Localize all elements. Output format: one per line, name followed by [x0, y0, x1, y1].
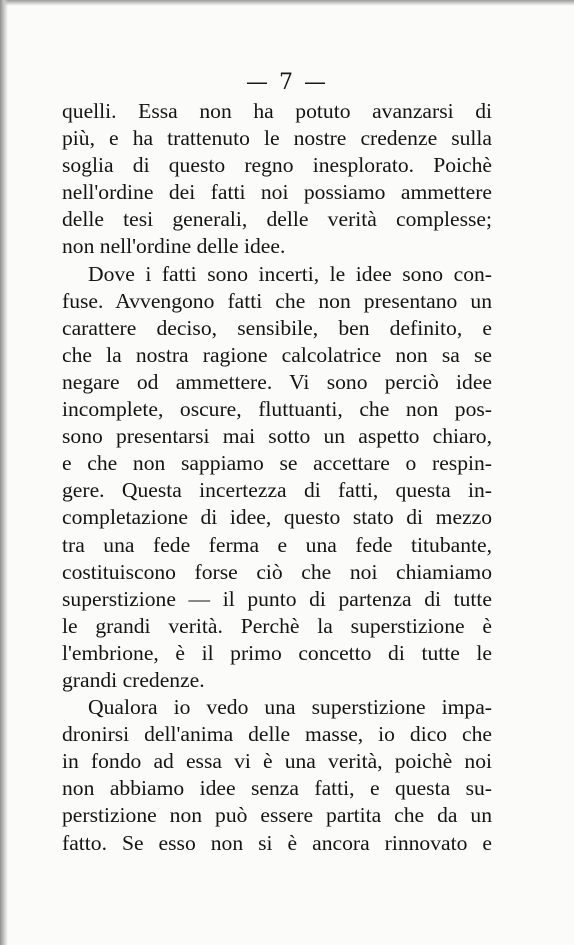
text-line: tra una fede ferma e una fede titubante,	[62, 532, 492, 557]
text-line: l'embrione, è il primo concetto di tutte le	[62, 640, 492, 665]
text-line: negare od ammettere. Vi sono perciò idee	[62, 369, 492, 394]
text-line: sono presentarsi mai sotto un aspetto chiaro,	[62, 424, 492, 449]
text-line: non abbiamo idee senza fatti, e questa su-	[62, 776, 492, 801]
text-line: superstizione — il punto di partenza di tutte	[62, 586, 492, 611]
text-line: incomplete, oscure, fluttuanti, che non pos-	[62, 397, 492, 422]
text-line: quelli. Essa non ha potuto avanzarsi di	[62, 99, 492, 123]
text-line: che la nostra ragione calcolatrice non sa se	[62, 342, 492, 367]
text-line: costituiscono forse ciò che noi chiamiamo	[62, 559, 492, 584]
text-line: grandi credenze.	[62, 667, 205, 692]
text-line: più, e ha trattenuto le nostre credenze sulla	[62, 126, 492, 151]
text-line: dronirsi dell'anima delle masse, io dico che	[62, 722, 492, 747]
text-line: e che non sappiamo se accettare o respin-	[62, 451, 492, 476]
text-line: fuse. Avvengono fatti che non presentano un	[62, 288, 492, 313]
page-number: — 7 —	[246, 70, 328, 95]
page-top-edge	[0, 0, 574, 6]
text-line: gere. Questa incertezza di fatti, questa in-	[62, 478, 492, 503]
text-line: delle tesi generali, delle verità complesse;	[62, 207, 492, 232]
text-line: non nell'ordine delle idee.	[62, 234, 286, 259]
text-line: le grandi verità. Perchè la superstizione è	[62, 613, 492, 638]
text-line: Dove i fatti sono incerti, le idee sono con-	[88, 261, 492, 286]
text-line: nell'ordine dei fatti noi possiamo ammettere	[62, 180, 492, 205]
text-line: Qualora io vedo una superstizione impa-	[88, 695, 492, 720]
text-line: in fondo ad essa vi è una verità, poichè noi	[62, 749, 492, 774]
text-line: fatto. Se esso non si è ancora rinnovato e	[62, 830, 492, 855]
text-line: soglia di questo regno inesplorato. Poichè	[62, 153, 492, 178]
text-line: perstizione non può essere partita che da un	[62, 803, 492, 828]
text-line: completazione di idee, questo stato di mezzo	[62, 505, 492, 530]
page-gutter-edge	[0, 0, 8, 945]
text-line: carattere deciso, sensibile, ben definito, e	[62, 315, 492, 340]
body-text	[62, 98, 492, 857]
